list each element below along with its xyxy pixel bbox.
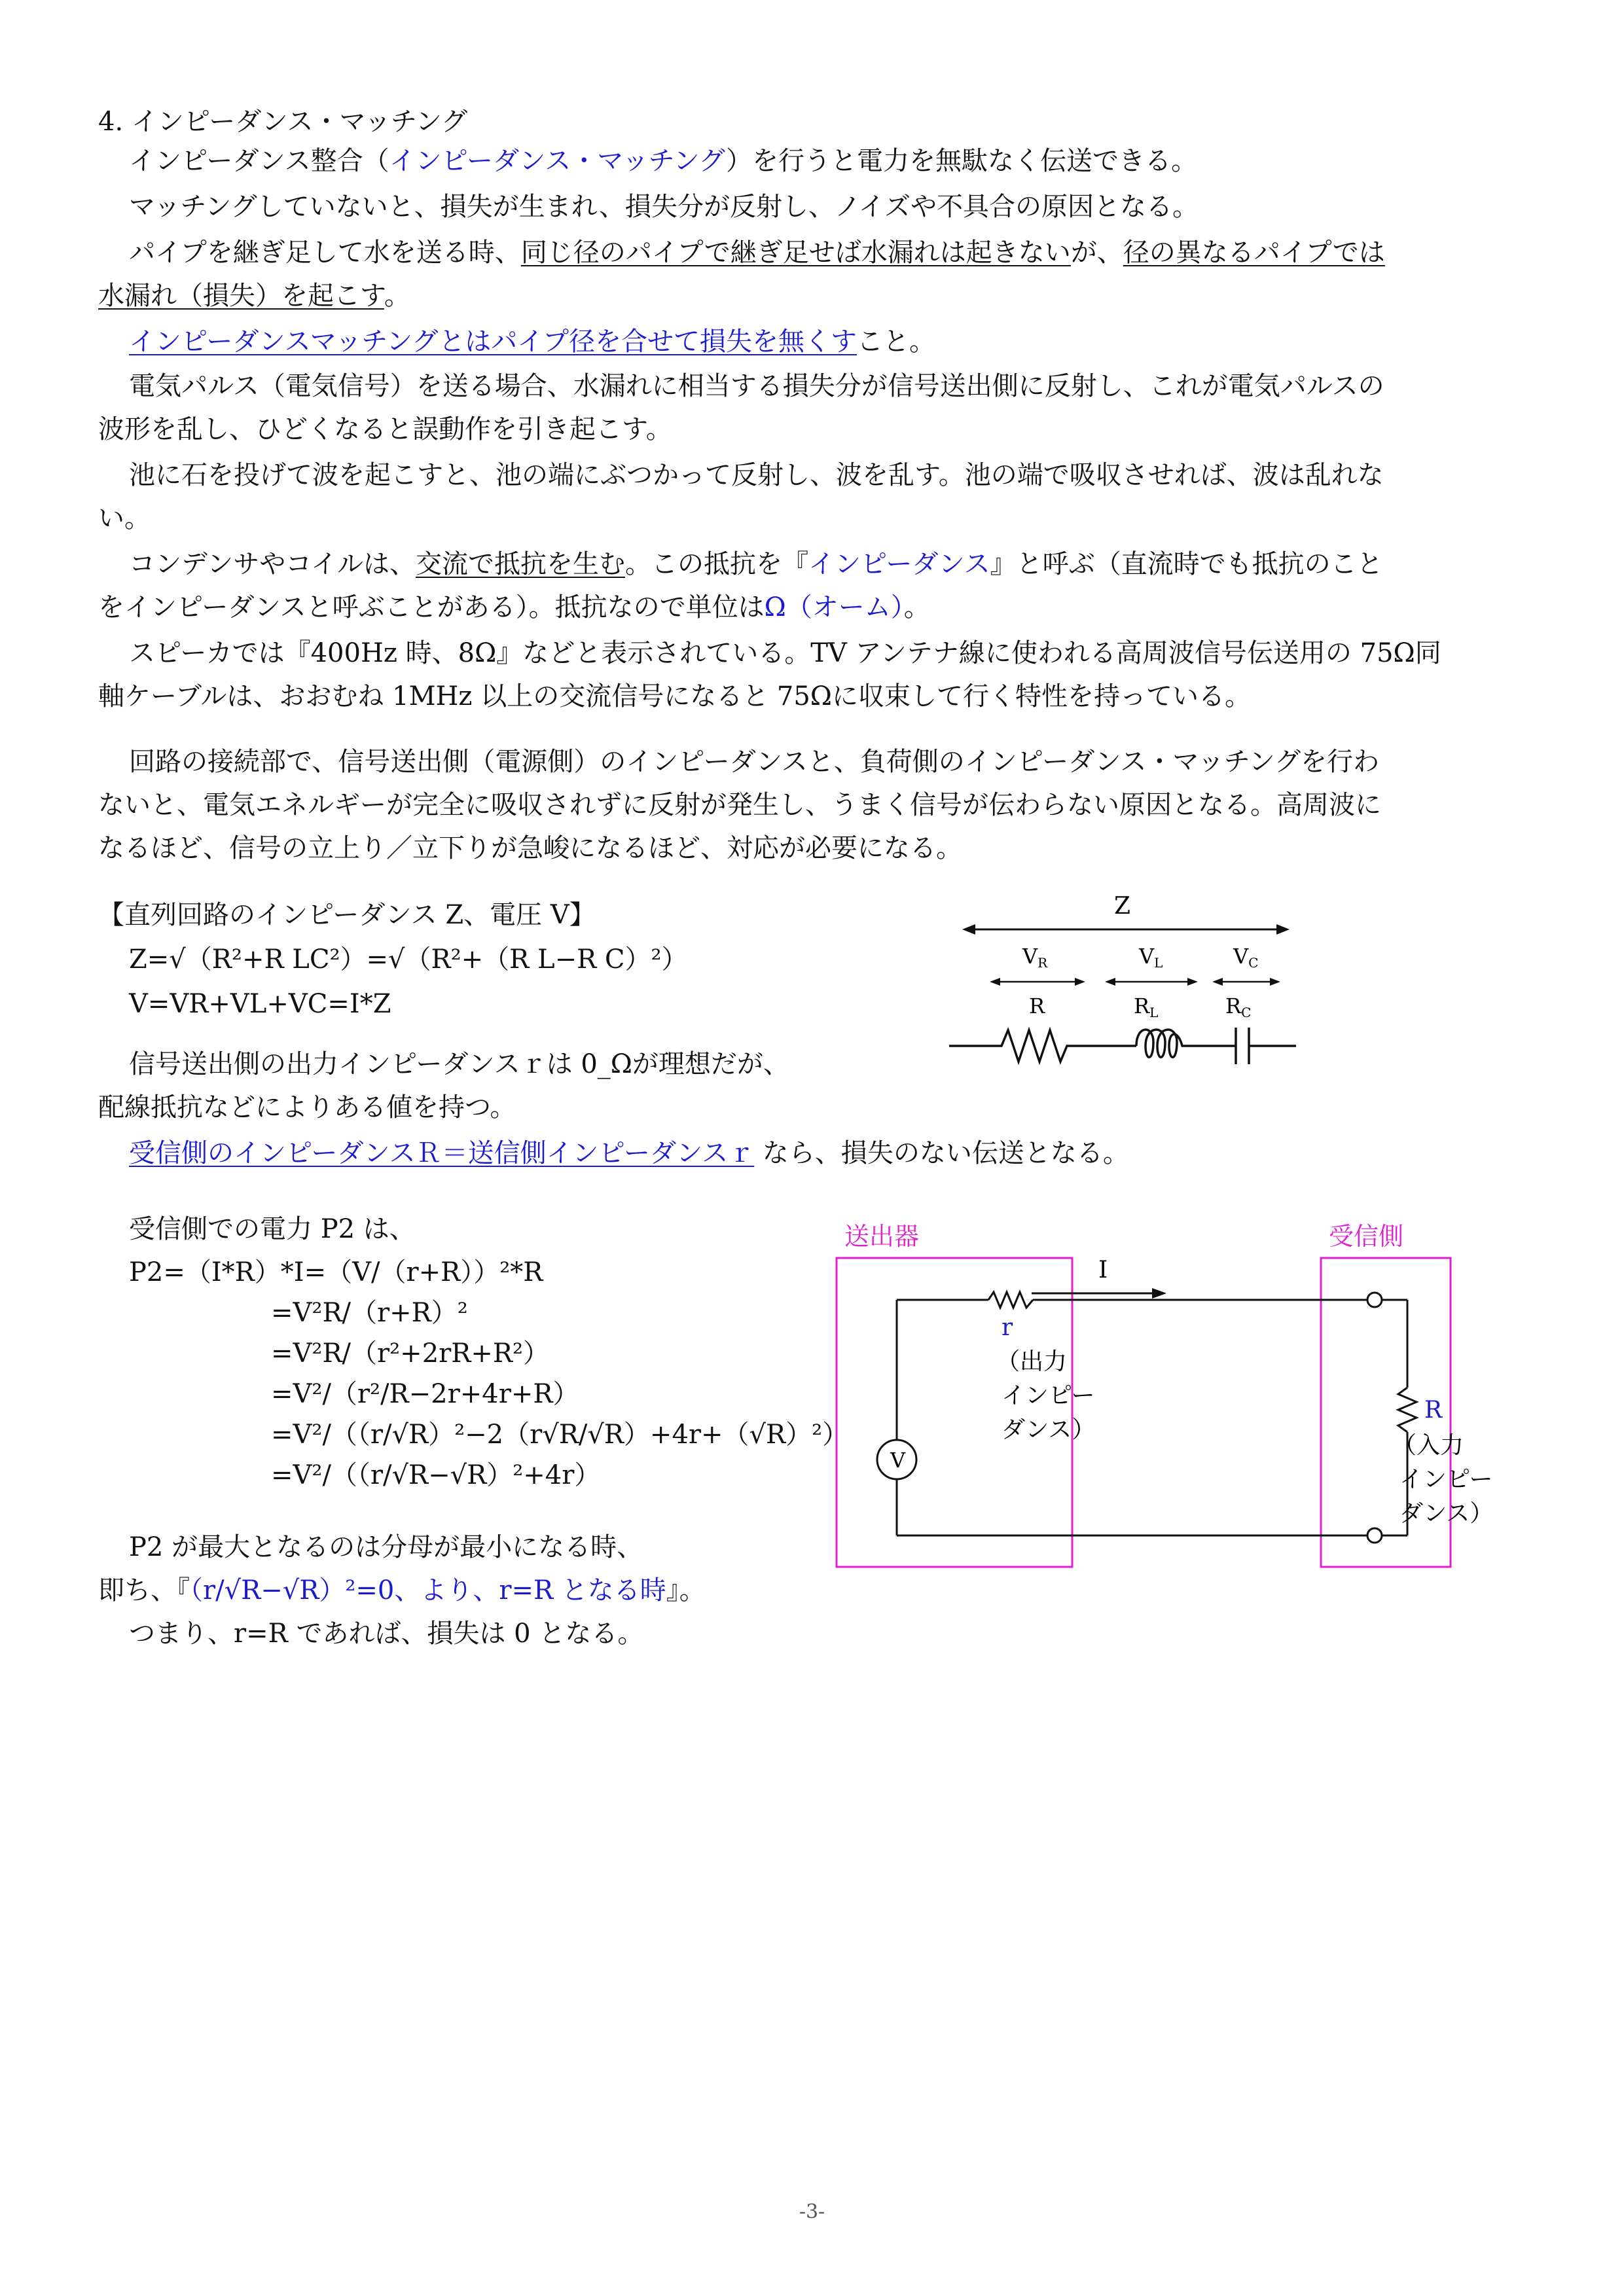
formula-line-3: =V²R/（r²+2rR+R²） [271,1338,550,1369]
text-run: 』と呼ぶ（直流時でも抵抗のこと [990,549,1383,579]
receiver-terminal-bottom [1367,1528,1382,1543]
series-text-1: 信号送出側の出力インピーダンスｒは 0_Ωが理想だが、 [129,1049,789,1079]
highlight-underlined: 受信側のインピーダンスＲ＝送信側インピーダンスｒ [129,1138,755,1168]
paragraph-9-line-2: ないと、電気エネルギーが完全に吸収されずに反射が発生し、うまく信号が伝わらない原因となる。高周波に [98,790,1381,820]
R-desc-2: インピー [1399,1466,1493,1493]
circuit-wires [897,1292,1416,1535]
formula-line-5: =V²/（（r/√R）²−2（r√R/√R）+4r+（√R）²） [271,1420,849,1450]
arrow-head-right-icon [1276,924,1290,935]
paragraph-5-line-1: 電気パルス（電気信号）を送る場合、水漏れに相当する損失分が信号送出側に反射し、これが電気パルスの [129,371,1384,401]
underlined-text: 水漏れ（損失）を起こす [98,281,384,311]
paragraph-2: マッチングしていないと、損失が生まれ、損失分が反射し、ノイズや不具合の原因となる。 [129,192,1199,222]
text-run: 。 [903,592,930,622]
paragraph-1 [129,144,1197,178]
text-run: ）を行うと電力を無駄なく伝送できる。 [726,146,1198,176]
paragraph-8-line-2: 軸ケーブルは、おおむね 1MHz 以上の交流信号になると 75Ωに収束して行く特性を持っている。 [98,681,1251,711]
series-equation-z: Z=√（R²+R LC²）=√（R²+（R L−R C）²） [129,944,688,975]
underlined-text: 同じ径のパイプで継ぎ足せば水漏れは起きない [520,238,1071,268]
power-intro: 受信側での電力 P2 は、 [129,1214,416,1244]
highlight-underlined: インピーダンスマッチングとはパイプ径を合せて損失を無くす [129,327,857,357]
r-label: r [1001,1314,1013,1341]
text-run: をインピーダンスと呼ぶことがある）。抵抗なので単位は [98,592,765,622]
vr-label: VR [1022,944,1048,971]
series-heading: 【直列回路のインピーダンス Z、電圧 V】 [98,900,596,930]
text-run: 。 [384,281,410,311]
paragraph-5-line-2: 波形を乱し、ひどくなると誤動作を引き起こす。 [98,414,672,444]
formula-line-1: P2=（I*R）*I=（V/（r+R））²*R [129,1257,543,1287]
R-desc-1: （入力 [1393,1432,1464,1459]
z-label: Z [1114,893,1131,920]
r-desc-1: （出力 [996,1348,1068,1375]
highlight-term: Ω（オーム） [764,592,904,622]
conclusion-1: P2 が最大となるのは分母が最小になる時、 [129,1532,643,1562]
formula-line-4: =V²/（r²/R−2r+4r+R） [271,1379,579,1409]
paragraph-3-line-1 [129,236,1385,270]
vl-label: VL [1139,944,1163,971]
receiver-terminal-top [1367,1293,1382,1307]
receiver-label: 受信側 [1329,1222,1404,1251]
text-run: インピーダンス整合（ [129,146,389,176]
highlight-term: （r/√R−√R）²=0、より、r=R となる時 [190,1575,666,1605]
paragraph-6-line-2: い。 [98,503,151,533]
paragraph-8-line-1: スピーカでは『400Hz 時、8Ω』などと表示されている。TV アンテナ線に使われる高周波信号伝送用の 75Ω同 [129,638,1441,668]
r-desc-2: インピー [1001,1382,1095,1409]
vc-label: VC [1233,944,1259,971]
source-label: V [890,1448,906,1473]
series-circuit-diagram [943,890,1309,1080]
highlight-term: インピーダンス・マッチング [389,146,727,176]
text-run: が、 [1070,238,1123,268]
text-run: 。この抵抗を『 [625,549,808,579]
rc-component-label: RC [1225,994,1252,1020]
sender-box [837,1258,1072,1567]
text-run: パイプを継ぎ足して水を送る時、 [129,238,521,268]
inductor-icon [1136,1030,1236,1057]
formula-line-6: =V²/（（r/√R−√R）²+4r） [271,1460,601,1490]
transmission-circuit-diagram [825,1217,1494,1584]
output-resistor-icon [988,1292,1033,1308]
highlight-term: インピーダンス [808,549,990,579]
section-title: 4. インピーダンス・マッチング [98,107,468,137]
r-desc-3: ダンス） [1001,1416,1096,1443]
r-component-label: R [1029,994,1045,1018]
arrow-head-left-icon [962,924,975,935]
text-run: コンデンサやコイルは、 [129,549,416,579]
series-text-3 [129,1136,1129,1170]
paragraph-9-line-3: なるほど、信号の立上り／立下りが急峻になるほど、対応が必要になる。 [98,833,962,863]
conclusion-2 [98,1573,706,1607]
current-label: I [1098,1257,1108,1283]
current-arrow-head-icon [1152,1288,1166,1299]
paragraph-4 [129,325,935,359]
R-label: R [1424,1397,1443,1424]
resistor-icon [949,1030,1136,1062]
text-run: なら、損失のない伝送となる。 [754,1138,1129,1168]
paragraph-7-line-2 [98,590,930,624]
paragraph-9-line-1: 回路の接続部で、信号送出側（電源側）のインピーダンスと、負荷側のインピーダンス・マッチングを行わ [129,747,1379,777]
text-run: こと。 [857,327,935,357]
series-text-2: 配線抵抗などによりある値を持つ。 [98,1092,516,1122]
input-resistor-icon [1398,1388,1416,1432]
page-number: -3- [799,2200,825,2223]
sender-label: 送出器 [844,1222,920,1251]
underlined-text: 交流で抵抗を生む [416,549,625,579]
R-desc-3: ダンス） [1399,1500,1494,1527]
formula-line-2: =V²R/（r+R）² [271,1298,468,1328]
paragraph-3-line-2 [98,279,410,313]
conclusion-3: つまり、r=R であれば、損失は 0 となる。 [129,1619,644,1649]
paragraph-6-line-1: 池に石を投げて波を起こすと、池の端にぶつかって反射し、波を乱す。池の端で吸収させれば、波は乱れな [129,460,1384,490]
series-wire [949,1028,1296,1064]
underlined-text: 径の異なるパイプでは [1123,238,1385,268]
paragraph-7-line-1 [129,547,1383,581]
series-equation-v: V=VR+VL+VC=I*Z [129,989,391,1019]
text-run: 』。 [666,1575,706,1605]
text-run: 即ち、『 [98,1575,190,1605]
rl-component-label: RL [1134,994,1159,1020]
